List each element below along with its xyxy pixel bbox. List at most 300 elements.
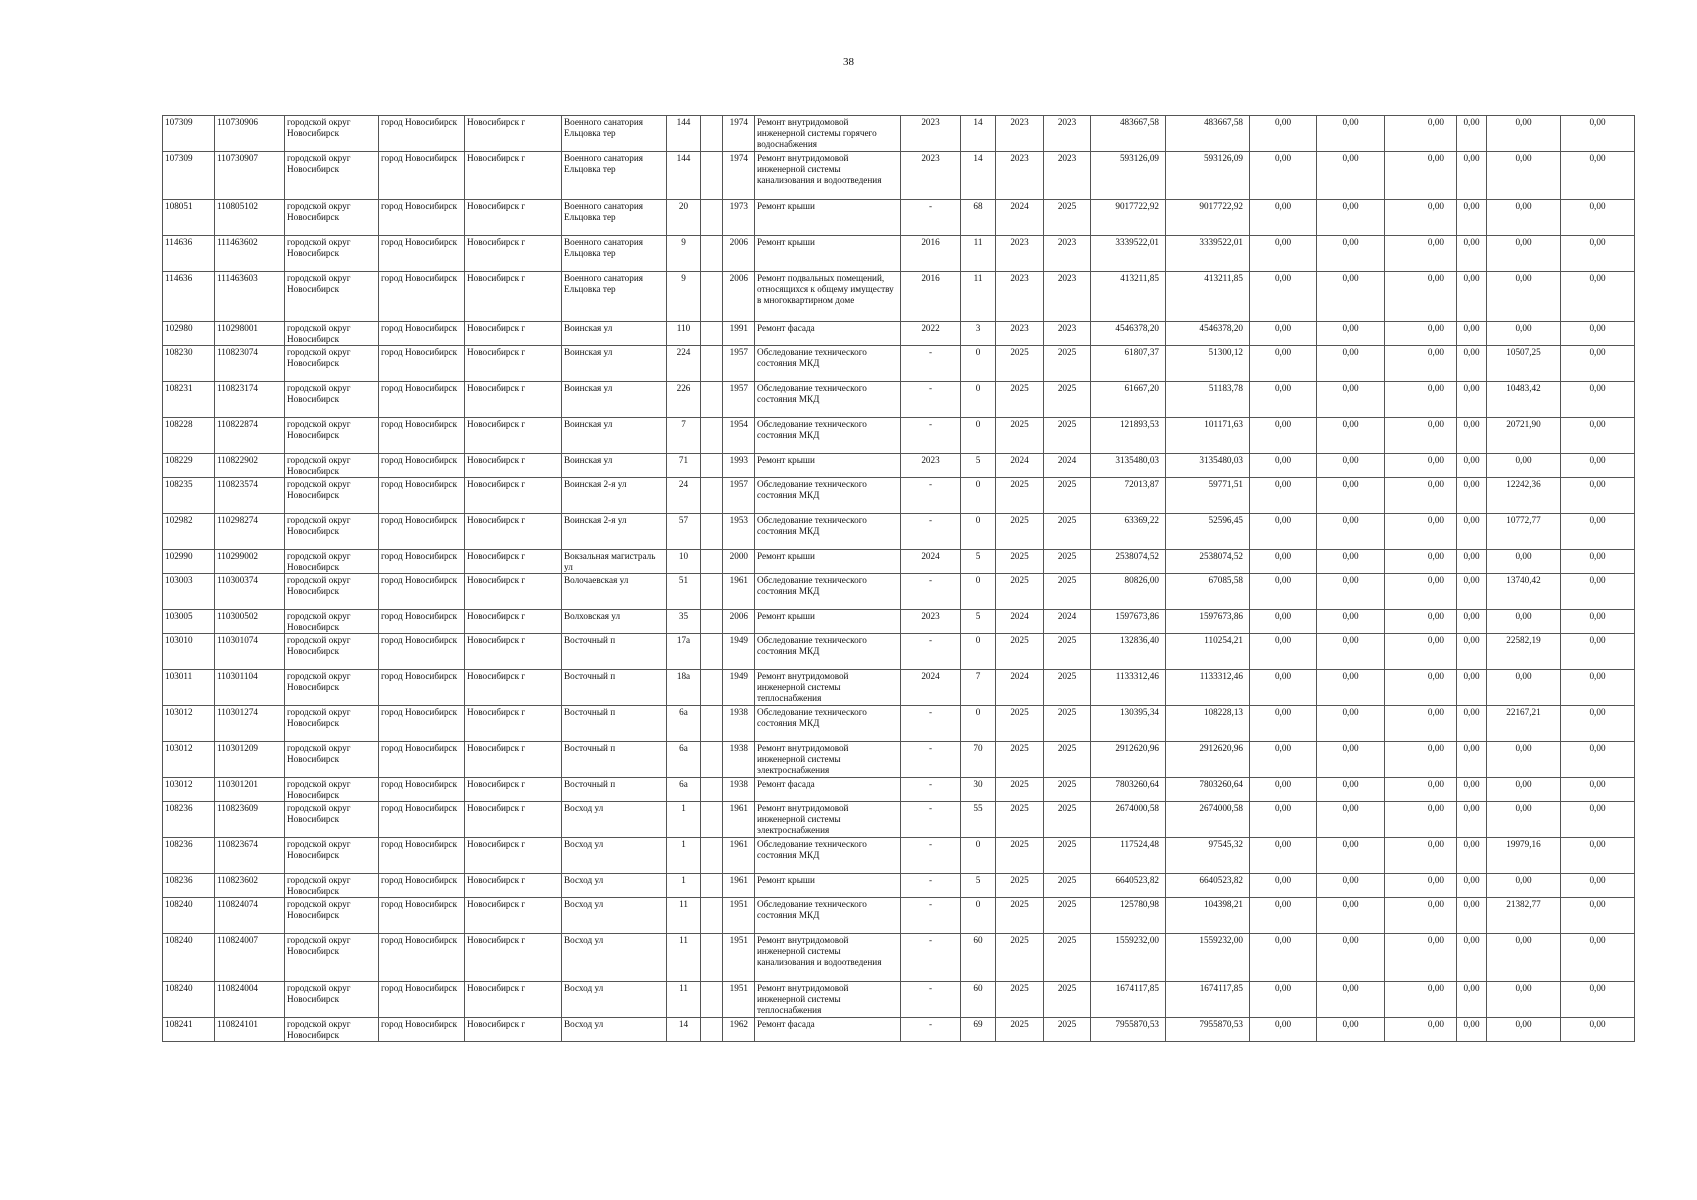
cell-s2: 0,00 (1317, 346, 1385, 382)
cell-s6: 0,00 (1561, 418, 1635, 454)
cell-street: Военного санатория Ельцовка тер (562, 200, 667, 236)
cell-cost-fund: 51300,12 (1166, 346, 1250, 382)
cell-city: Новосибирск г (465, 742, 562, 778)
cell-s3: 0,00 (1385, 742, 1457, 778)
cell-s2: 0,00 (1317, 574, 1385, 610)
cell-house: 144 (667, 152, 701, 200)
cell-id: 108228 (163, 418, 215, 454)
cell-s4: 0,00 (1457, 634, 1487, 670)
cell-district: городской округ Новосибирск (285, 838, 379, 874)
cell-street: Восточный п (562, 670, 667, 706)
cell-empty (701, 874, 723, 898)
cell-plan-to: 2025 (1044, 550, 1091, 574)
cell-s4: 0,00 (1457, 982, 1487, 1018)
cell-last-year: - (901, 874, 961, 898)
cell-settlement: город Новосибирск (379, 874, 465, 898)
cell-s5: 0,00 (1487, 610, 1561, 634)
cell-cost-total: 72013,87 (1091, 478, 1166, 514)
cell-cost-total: 2912620,96 (1091, 742, 1166, 778)
cell-s4: 0,00 (1457, 550, 1487, 574)
cell-district: городской округ Новосибирск (285, 898, 379, 934)
cell-s1: 0,00 (1250, 200, 1317, 236)
cell-plan-to: 2025 (1044, 802, 1091, 838)
cell-plan-to: 2025 (1044, 418, 1091, 454)
cell-plan-from: 2025 (996, 514, 1044, 550)
cell-street: Восточный п (562, 706, 667, 742)
cell-last-year: 2024 (901, 670, 961, 706)
cell-empty (701, 200, 723, 236)
cell-settlement: город Новосибирск (379, 802, 465, 838)
cell-empty (701, 346, 723, 382)
cell-plan-from: 2025 (996, 934, 1044, 982)
cell-district: городской округ Новосибирск (285, 152, 379, 200)
cell-s3: 0,00 (1385, 116, 1457, 152)
cell-wear: 0 (961, 838, 996, 874)
cell-settlement: город Новосибирск (379, 934, 465, 982)
cell-wear: 14 (961, 152, 996, 200)
cell-s5: 0,00 (1487, 1018, 1561, 1042)
cell-code: 110824007 (215, 934, 285, 982)
cell-s3: 0,00 (1385, 236, 1457, 272)
cell-s5: 0,00 (1487, 874, 1561, 898)
cell-empty (701, 934, 723, 982)
cell-s3: 0,00 (1385, 200, 1457, 236)
table-row (163, 874, 1635, 898)
cell-wear: 60 (961, 934, 996, 982)
cell-city: Новосибирск г (465, 116, 562, 152)
cell-s6: 0,00 (1561, 200, 1635, 236)
cell-last-year: - (901, 706, 961, 742)
cell-house: 144 (667, 116, 701, 152)
cell-s5: 13740,42 (1487, 574, 1561, 610)
cell-s4: 0,00 (1457, 874, 1487, 898)
cell-cost-total: 3339522,01 (1091, 236, 1166, 272)
cell-cost-fund: 1674117,85 (1166, 982, 1250, 1018)
cell-house: 9 (667, 236, 701, 272)
cell-plan-to: 2025 (1044, 898, 1091, 934)
cell-s2: 0,00 (1317, 418, 1385, 454)
table-row (163, 838, 1635, 874)
cell-street: Воинская 2-я ул (562, 478, 667, 514)
cell-settlement: город Новосибирск (379, 454, 465, 478)
cell-code: 110301209 (215, 742, 285, 778)
cell-district: городской округ Новосибирск (285, 1018, 379, 1042)
cell-plan-from: 2023 (996, 152, 1044, 200)
cell-wear: 3 (961, 322, 996, 346)
cell-code: 110300374 (215, 574, 285, 610)
cell-s6: 0,00 (1561, 272, 1635, 322)
cell-year: 1938 (723, 778, 755, 802)
cell-s1: 0,00 (1250, 874, 1317, 898)
cell-wear: 0 (961, 382, 996, 418)
cell-district: городской округ Новосибирск (285, 706, 379, 742)
cell-plan-from: 2025 (996, 742, 1044, 778)
cell-id: 107309 (163, 116, 215, 152)
table-row (163, 454, 1635, 478)
cell-s1: 0,00 (1250, 574, 1317, 610)
cell-settlement: город Новосибирск (379, 1018, 465, 1042)
cell-empty (701, 514, 723, 550)
cell-house: 9 (667, 272, 701, 322)
cell-district: городской округ Новосибирск (285, 236, 379, 272)
cell-code: 110805102 (215, 200, 285, 236)
cell-city: Новосибирск г (465, 778, 562, 802)
table-row (163, 742, 1635, 778)
cell-code: 110301201 (215, 778, 285, 802)
cell-house: 71 (667, 454, 701, 478)
cell-empty (701, 670, 723, 706)
cell-s2: 0,00 (1317, 706, 1385, 742)
cell-wear: 5 (961, 550, 996, 574)
cell-plan-from: 2025 (996, 418, 1044, 454)
cell-code: 111463602 (215, 236, 285, 272)
cell-wear: 68 (961, 200, 996, 236)
cell-work: Ремонт внутридомовой инженерной системы горячего водоснабжения (755, 116, 901, 152)
cell-year: 1961 (723, 574, 755, 610)
cell-house: 110 (667, 322, 701, 346)
cell-s3: 0,00 (1385, 514, 1457, 550)
cell-empty (701, 778, 723, 802)
cell-settlement: город Новосибирск (379, 116, 465, 152)
cell-s2: 0,00 (1317, 382, 1385, 418)
cell-s4: 0,00 (1457, 346, 1487, 382)
cell-s3: 0,00 (1385, 670, 1457, 706)
cell-code: 110823609 (215, 802, 285, 838)
cell-s6: 0,00 (1561, 634, 1635, 670)
cell-district: городской округ Новосибирск (285, 478, 379, 514)
cell-district: городской округ Новосибирск (285, 550, 379, 574)
cell-s2: 0,00 (1317, 200, 1385, 236)
cell-s4: 0,00 (1457, 322, 1487, 346)
table-body (163, 116, 1635, 1042)
cell-s6: 0,00 (1561, 670, 1635, 706)
cell-s1: 0,00 (1250, 982, 1317, 1018)
cell-wear: 0 (961, 346, 996, 382)
cell-s3: 0,00 (1385, 550, 1457, 574)
table-row (163, 778, 1635, 802)
cell-s2: 0,00 (1317, 778, 1385, 802)
cell-s5: 0,00 (1487, 778, 1561, 802)
cell-street: Волховская ул (562, 610, 667, 634)
cell-s3: 0,00 (1385, 982, 1457, 1018)
cell-id: 108240 (163, 982, 215, 1018)
cell-s1: 0,00 (1250, 322, 1317, 346)
cell-code: 110301104 (215, 670, 285, 706)
cell-code: 110301274 (215, 706, 285, 742)
cell-wear: 0 (961, 574, 996, 610)
cell-id: 108235 (163, 478, 215, 514)
table-row (163, 634, 1635, 670)
cell-settlement: город Новосибирск (379, 838, 465, 874)
cell-s6: 0,00 (1561, 322, 1635, 346)
cell-id: 108231 (163, 382, 215, 418)
cell-cost-total: 1674117,85 (1091, 982, 1166, 1018)
cell-street: Восточный п (562, 742, 667, 778)
cell-s1: 0,00 (1250, 514, 1317, 550)
cell-plan-to: 2025 (1044, 346, 1091, 382)
table-row (163, 898, 1635, 934)
cell-id: 102980 (163, 322, 215, 346)
cell-house: 226 (667, 382, 701, 418)
cell-id: 103012 (163, 778, 215, 802)
cell-city: Новосибирск г (465, 670, 562, 706)
cell-street: Воинская ул (562, 322, 667, 346)
cell-year: 2006 (723, 610, 755, 634)
cell-year: 1954 (723, 418, 755, 454)
cell-cost-total: 1559232,00 (1091, 934, 1166, 982)
table-row (163, 382, 1635, 418)
cell-plan-to: 2025 (1044, 982, 1091, 1018)
cell-work: Ремонт фасада (755, 1018, 901, 1042)
cell-code: 110823074 (215, 346, 285, 382)
cell-year: 1953 (723, 514, 755, 550)
cell-year: 1951 (723, 982, 755, 1018)
cell-cost-fund: 1133312,46 (1166, 670, 1250, 706)
cell-plan-to: 2025 (1044, 838, 1091, 874)
cell-cost-total: 2538074,52 (1091, 550, 1166, 574)
cell-s5: 0,00 (1487, 272, 1561, 322)
cell-id: 108230 (163, 346, 215, 382)
cell-wear: 11 (961, 236, 996, 272)
cell-wear: 5 (961, 610, 996, 634)
cell-settlement: город Новосибирск (379, 514, 465, 550)
cell-s5: 0,00 (1487, 550, 1561, 574)
cell-s1: 0,00 (1250, 670, 1317, 706)
cell-s3: 0,00 (1385, 346, 1457, 382)
cell-s6: 0,00 (1561, 838, 1635, 874)
cell-last-year: - (901, 982, 961, 1018)
table-row (163, 272, 1635, 322)
cell-empty (701, 838, 723, 874)
cell-cost-fund: 1597673,86 (1166, 610, 1250, 634)
cell-s1: 0,00 (1250, 802, 1317, 838)
cell-street: Военного санатория Ельцовка тер (562, 116, 667, 152)
cell-s5: 12242,36 (1487, 478, 1561, 514)
cell-district: городской округ Новосибирск (285, 200, 379, 236)
cell-settlement: город Новосибирск (379, 236, 465, 272)
cell-street: Военного санатория Ельцовка тер (562, 272, 667, 322)
cell-s1: 0,00 (1250, 550, 1317, 574)
cell-wear: 69 (961, 1018, 996, 1042)
cell-plan-to: 2025 (1044, 574, 1091, 610)
cell-street: Восточный п (562, 778, 667, 802)
cell-settlement: город Новосибирск (379, 778, 465, 802)
cell-wear: 0 (961, 514, 996, 550)
cell-s5: 0,00 (1487, 982, 1561, 1018)
cell-work: Ремонт внутридомовой инженерной системы канализования и водоотведения (755, 152, 901, 200)
cell-house: 51 (667, 574, 701, 610)
cell-code: 110299002 (215, 550, 285, 574)
cell-s1: 0,00 (1250, 742, 1317, 778)
table-row (163, 200, 1635, 236)
cell-district: городской округ Новосибирск (285, 634, 379, 670)
cell-plan-from: 2024 (996, 610, 1044, 634)
cell-s4: 0,00 (1457, 574, 1487, 610)
cell-empty (701, 322, 723, 346)
cell-s5: 0,00 (1487, 322, 1561, 346)
table-row (163, 116, 1635, 152)
cell-plan-from: 2025 (996, 838, 1044, 874)
cell-district: городской округ Новосибирск (285, 346, 379, 382)
cell-s1: 0,00 (1250, 418, 1317, 454)
cell-wear: 5 (961, 874, 996, 898)
cell-id: 103012 (163, 706, 215, 742)
cell-last-year: 2024 (901, 550, 961, 574)
cell-s2: 0,00 (1317, 514, 1385, 550)
cell-city: Новосибирск г (465, 236, 562, 272)
cell-s5: 10507,25 (1487, 346, 1561, 382)
cell-work: Обследование технического состояния МКД (755, 514, 901, 550)
cell-wear: 5 (961, 454, 996, 478)
cell-plan-from: 2025 (996, 802, 1044, 838)
cell-last-year: 2023 (901, 116, 961, 152)
cell-cost-total: 6640523,82 (1091, 874, 1166, 898)
cell-s4: 0,00 (1457, 802, 1487, 838)
cell-empty (701, 272, 723, 322)
cell-plan-to: 2025 (1044, 200, 1091, 236)
cell-empty (701, 742, 723, 778)
cell-s4: 0,00 (1457, 610, 1487, 634)
cell-s3: 0,00 (1385, 634, 1457, 670)
cell-street: Воинская ул (562, 454, 667, 478)
cell-street: Вокзальная магистраль ул (562, 550, 667, 574)
cell-house: 18а (667, 670, 701, 706)
cell-s4: 0,00 (1457, 514, 1487, 550)
cell-code: 110824074 (215, 898, 285, 934)
cell-s1: 0,00 (1250, 236, 1317, 272)
cell-work: Ремонт крыши (755, 550, 901, 574)
cell-code: 110730906 (215, 116, 285, 152)
cell-year: 1957 (723, 382, 755, 418)
cell-settlement: город Новосибирск (379, 742, 465, 778)
cell-empty (701, 898, 723, 934)
cell-id: 108229 (163, 454, 215, 478)
cell-id: 108236 (163, 802, 215, 838)
cell-s1: 0,00 (1250, 778, 1317, 802)
cell-code: 111463603 (215, 272, 285, 322)
cell-code: 110822902 (215, 454, 285, 478)
cell-code: 110823602 (215, 874, 285, 898)
cell-s2: 0,00 (1317, 898, 1385, 934)
cell-cost-fund: 2674000,58 (1166, 802, 1250, 838)
cell-settlement: город Новосибирск (379, 982, 465, 1018)
cell-s1: 0,00 (1250, 838, 1317, 874)
cell-cost-total: 7955870,53 (1091, 1018, 1166, 1042)
cell-plan-from: 2025 (996, 706, 1044, 742)
cell-work: Ремонт крыши (755, 874, 901, 898)
cell-s3: 0,00 (1385, 152, 1457, 200)
cell-work: Ремонт внутридомовой инженерной системы канализования и водоотведения (755, 934, 901, 982)
cell-work: Обследование технического состояния МКД (755, 838, 901, 874)
cell-s4: 0,00 (1457, 778, 1487, 802)
cell-cost-total: 7803260,64 (1091, 778, 1166, 802)
cell-house: 1 (667, 874, 701, 898)
cell-empty (701, 454, 723, 478)
cell-s6: 0,00 (1561, 346, 1635, 382)
cell-city: Новосибирск г (465, 346, 562, 382)
cell-house: 224 (667, 346, 701, 382)
cell-city: Новосибирск г (465, 478, 562, 514)
cell-s5: 10483,42 (1487, 382, 1561, 418)
cell-settlement: город Новосибирск (379, 272, 465, 322)
cell-s6: 0,00 (1561, 550, 1635, 574)
cell-s2: 0,00 (1317, 742, 1385, 778)
cell-s4: 0,00 (1457, 478, 1487, 514)
cell-s1: 0,00 (1250, 634, 1317, 670)
cell-s4: 0,00 (1457, 454, 1487, 478)
cell-s5: 0,00 (1487, 152, 1561, 200)
cell-settlement: город Новосибирск (379, 418, 465, 454)
cell-s2: 0,00 (1317, 322, 1385, 346)
cell-work: Обследование технического состояния МКД (755, 346, 901, 382)
page-number: 38 (843, 56, 854, 68)
cell-s5: 0,00 (1487, 454, 1561, 478)
cell-empty (701, 116, 723, 152)
cell-work: Ремонт подвальных помещений, относящихся к общему имуществу в многоквартирном доме (755, 272, 901, 322)
cell-s1: 0,00 (1250, 454, 1317, 478)
cell-city: Новосибирск г (465, 322, 562, 346)
cell-s4: 0,00 (1457, 418, 1487, 454)
cell-year: 2006 (723, 272, 755, 322)
cell-s3: 0,00 (1385, 898, 1457, 934)
cell-house: 57 (667, 514, 701, 550)
cell-plan-from: 2023 (996, 236, 1044, 272)
cell-s2: 0,00 (1317, 1018, 1385, 1042)
cell-cost-fund: 4546378,20 (1166, 322, 1250, 346)
cell-plan-from: 2025 (996, 346, 1044, 382)
cell-settlement: город Новосибирск (379, 152, 465, 200)
cell-s4: 0,00 (1457, 116, 1487, 152)
cell-s1: 0,00 (1250, 610, 1317, 634)
cell-s5: 0,00 (1487, 802, 1561, 838)
cell-plan-to: 2025 (1044, 1018, 1091, 1042)
cell-empty (701, 982, 723, 1018)
table-row (163, 322, 1635, 346)
cell-year: 2006 (723, 236, 755, 272)
cell-year: 1991 (723, 322, 755, 346)
cell-s3: 0,00 (1385, 272, 1457, 322)
cell-cost-fund: 2538074,52 (1166, 550, 1250, 574)
cell-house: 24 (667, 478, 701, 514)
cell-s2: 0,00 (1317, 874, 1385, 898)
cell-id: 108236 (163, 874, 215, 898)
cell-plan-to: 2023 (1044, 116, 1091, 152)
cell-work: Ремонт внутридомовой инженерной системы электроснабжения (755, 742, 901, 778)
cell-wear: 11 (961, 272, 996, 322)
cell-cost-fund: 52596,45 (1166, 514, 1250, 550)
cell-work: Ремонт крыши (755, 454, 901, 478)
cell-settlement: город Новосибирск (379, 574, 465, 610)
cell-last-year: 2016 (901, 236, 961, 272)
cell-s2: 0,00 (1317, 802, 1385, 838)
cell-s2: 0,00 (1317, 236, 1385, 272)
cell-work: Ремонт фасада (755, 322, 901, 346)
cell-s4: 0,00 (1457, 706, 1487, 742)
cell-house: 10 (667, 550, 701, 574)
cell-cost-total: 593126,09 (1091, 152, 1166, 200)
cell-wear: 0 (961, 706, 996, 742)
cell-empty (701, 478, 723, 514)
cell-s6: 0,00 (1561, 934, 1635, 982)
cell-plan-to: 2023 (1044, 322, 1091, 346)
cell-last-year: - (901, 418, 961, 454)
cell-s3: 0,00 (1385, 322, 1457, 346)
cell-id: 108240 (163, 934, 215, 982)
cell-s3: 0,00 (1385, 802, 1457, 838)
cell-settlement: город Новосибирск (379, 322, 465, 346)
cell-year: 1961 (723, 838, 755, 874)
cell-code: 110823674 (215, 838, 285, 874)
